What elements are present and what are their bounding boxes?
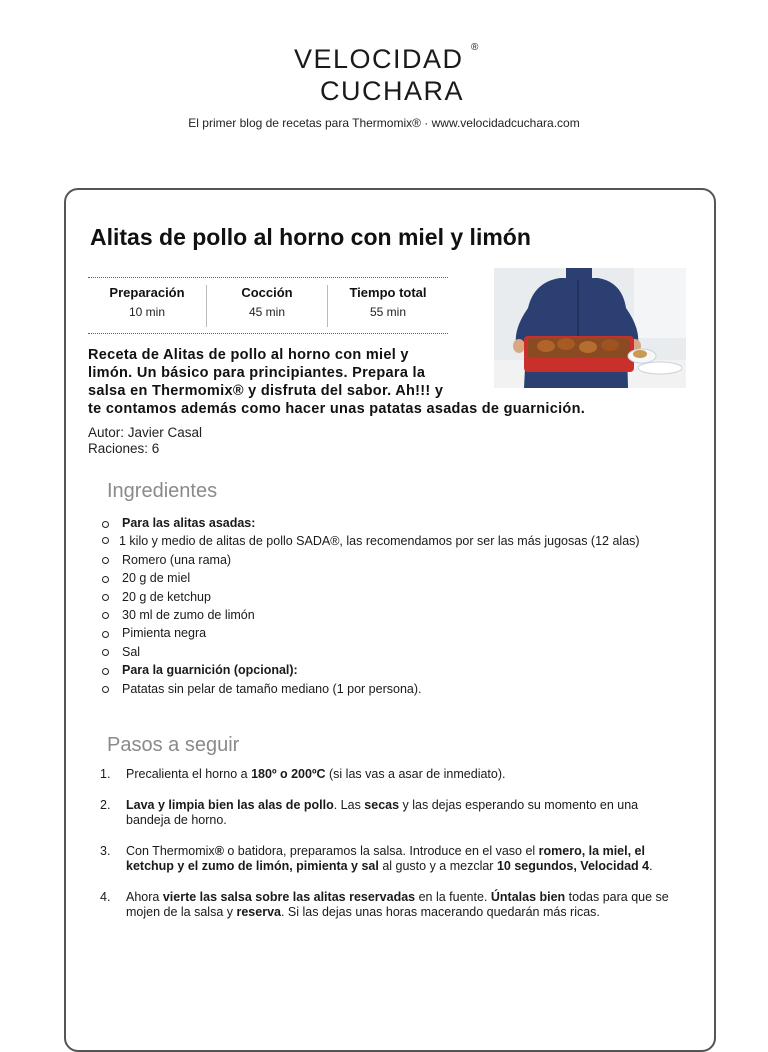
step-text-bold: secas [364,798,400,812]
step-text-bold: romero, la miel, el ketchup y el zumo de limón, pimienta y sal [126,844,645,873]
site-logo[interactable] [294,44,484,106]
ingredient-item [98,682,678,697]
ingredient-item [98,626,678,641]
ingredient-item [98,645,678,660]
ingredient-item [98,516,678,531]
step-text: Con Thermomix [126,844,215,858]
step-text-bold: reserva [236,905,281,919]
logo-line-1: VELOCIDAD [294,44,464,74]
step-text-bold: 180º o 200ºC [251,767,326,781]
total-time-label: Tiempo total [349,285,427,300]
bullet-icon [102,612,109,619]
step-item [100,798,676,828]
step-text: . Si las dejas unas horas macerando quedarán más ricas. [280,905,600,919]
ingredient-item [98,534,678,549]
ingredient-text: 20 g de ketchup [122,589,211,604]
bullet-icon [102,631,109,638]
step-text-bold: vierte las salsa sobre las alitas reservadas [162,890,416,904]
prep-time [88,285,206,327]
recipe-author-info [88,425,202,457]
step-text: al gusto y a mezclar [378,859,497,873]
step-text: o batidora, preparamos la salsa. Introduce en el vaso el [223,844,539,858]
intro-line: te contamos además como hacer unas patatas asadas de guarnición. [88,401,586,417]
prep-time-value: 10 min [128,305,166,319]
step-text: y las dejas esperando su momento en una bandeja de horno. [126,798,639,827]
ingredient-item [98,553,678,568]
ingredient-text: Para la guarnición (opcional): [122,663,298,678]
ingredient-text: Romero (una rama) [122,552,232,567]
step-text-bold: Úntalas bien [490,890,566,904]
ingredient-item [98,608,678,623]
logo-line-2: CUCHARA [320,76,465,106]
step-text: . Las [333,798,365,812]
step-text: . [649,859,653,873]
bullet-icon [102,594,109,601]
step-item [100,767,676,782]
registered-mark: ® [471,42,479,53]
step-number: 2. [100,798,111,812]
step-number: 4. [100,890,111,904]
step-number: 1. [100,767,111,781]
ingredient-text: Pimienta negra [122,626,207,641]
ingredient-item [98,571,678,586]
ingredient-text: Sal [122,644,141,659]
bullet-icon [102,576,109,583]
ingredient-item [98,590,678,605]
cook-time [207,285,327,327]
ingredient-text: 30 ml de zumo de limón [122,607,255,622]
step-text: (si las vas a asar de inmediato). [325,767,506,781]
ingredients-heading: Ingredientes [107,480,218,502]
cook-time-label: Cocción [241,285,293,300]
recipe-intro [88,346,648,418]
step-text: todas para que se mojen de la salsa y [126,890,669,919]
ingredients-list [98,516,678,700]
step-text-bold: Lava y limpia bien las alas de pollo [126,798,334,812]
ingredient-text: 20 g de miel [122,571,191,586]
total-time [328,285,448,327]
bullet-icon [102,537,109,544]
step-item [100,844,676,874]
ingredient-text: Para las alitas asadas: [122,516,256,530]
ingredient-item [98,663,678,678]
intro-line: Receta de Alitas de pollo al horno con miel y [88,347,409,363]
steps-heading: Pasos a seguir [107,734,240,756]
step-text-bold: 10 segundos, Velocidad 4 [496,859,650,873]
site-tagline: El primer blog de recetas para Thermomix® · www.velocidadcuchara.com [188,116,580,130]
prep-time-label: Preparación [109,285,185,300]
step-item [100,890,676,920]
recipe-author: Autor: Javier Casal [88,425,203,440]
recipe-times [88,277,448,334]
ingredient-text: Patatas sin pelar de tamaño mediano (1 por persona). [122,681,422,696]
site-header [0,0,768,180]
recipe-servings: Raciones: 6 [88,441,160,456]
intro-line: limón. Un básico para principiantes. Prepara la [88,365,426,381]
step-text-bold: ® [214,844,224,858]
bullet-icon [102,668,109,675]
recipe-title: Alitas de pollo al horno con miel y limón [90,224,531,250]
steps-list [100,767,676,936]
step-text: en la fuente. [415,890,491,904]
bullet-icon [102,521,109,528]
bullet-icon [102,649,109,656]
step-text: Ahora [126,890,163,904]
step-text: Precalienta el horno a [126,767,252,781]
ingredient-text: 1 kilo y medio de alitas de pollo SADA®, las recomendamos por ser las más jugosas (12 alas) [119,534,640,549]
bullet-icon [102,686,109,693]
total-time-value: 55 min [369,305,407,319]
step-number: 3. [100,844,111,858]
bullet-icon [102,557,109,564]
cook-time-value: 45 min [248,305,286,319]
intro-line: salsa en Thermomix® y disfruta del sabor. Ah!!! y [88,383,444,399]
